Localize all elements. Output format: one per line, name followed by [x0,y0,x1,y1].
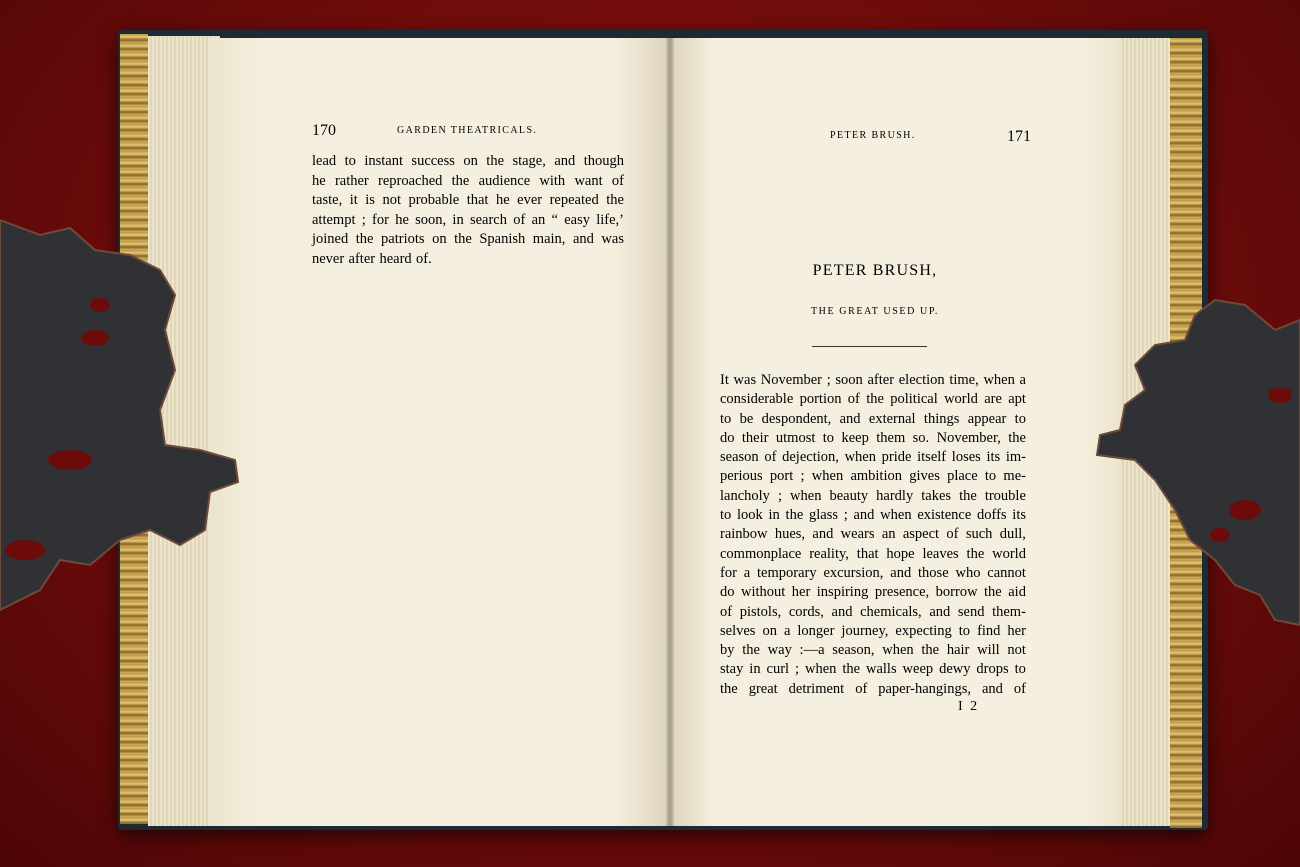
word: it [349,192,358,209]
word: with [539,172,566,189]
word: such [965,526,993,543]
word: walls [865,661,897,678]
word: to [720,507,732,524]
word: was [733,372,757,388]
word: in [768,507,780,524]
text-line [720,525,1026,544]
text-line [312,172,624,192]
word: the [966,545,985,562]
word: repeated [549,192,599,209]
word: hope [886,545,915,562]
text-line [720,506,1026,525]
word: when [880,507,912,524]
word: easy [564,211,590,228]
word: an [881,526,896,543]
word: to [720,410,732,427]
word: portion [799,391,842,408]
word: be [739,410,754,427]
left-page-clip [0,210,245,620]
word: drops [976,661,1009,678]
word: heard [379,250,412,267]
word: Spanish [479,231,526,248]
text-line [720,390,1026,409]
word: when [811,468,844,485]
word: utmost [775,429,816,446]
word: ; [361,211,366,228]
word: doffs [977,507,1007,524]
word: its [1012,507,1026,524]
title-rule [812,346,927,347]
word: do [720,429,735,446]
word: by [720,642,735,659]
word: for [372,211,389,228]
word: November, [936,429,1001,446]
word: place [947,468,978,485]
right-page-number: 171 [1007,128,1031,145]
word: curl [766,661,790,678]
word: and [890,564,912,581]
word: takes [921,487,952,504]
word: presence, [874,584,930,601]
word: their [741,429,769,446]
word: without [740,584,786,601]
word: the [921,642,940,659]
word: ever [517,192,543,209]
word: them- [992,603,1026,620]
word: when [804,661,837,678]
word: temporary [757,564,817,581]
word: an [531,211,546,228]
word: to [344,153,356,169]
word: cannot [987,564,1026,581]
word: journey, [841,622,889,639]
word: of [847,391,860,408]
chapter-title: PETER BRUSH, [812,262,938,279]
word: who [955,564,981,581]
word: he [395,211,409,228]
word: want [574,172,603,189]
text-line [720,545,1026,564]
text-line [720,583,1026,602]
text-line [720,680,1026,699]
word: a [1019,372,1026,388]
text-line [720,410,1026,429]
word: the [720,680,738,697]
word: after [867,372,895,388]
word: excursion, [823,564,884,581]
word: attempt [312,211,356,228]
word: rainbow [720,526,768,543]
word: when [790,487,822,504]
word: to [958,622,971,639]
word: external [868,410,916,427]
word: reality, [809,545,849,562]
word: selves [720,622,756,639]
word: detriment [788,680,845,697]
word: despondent, [761,410,832,427]
word: and [981,680,1003,697]
word: of [611,172,624,189]
word: paper-hangings, [878,680,971,697]
word: the [866,391,884,408]
word: leaves [922,545,959,562]
word: apt [1008,391,1026,408]
word: wears [840,526,875,543]
book-gutter [666,38,674,826]
word: aid [1008,584,1026,601]
word: is [365,192,375,209]
word: perious [720,468,763,485]
text-line [720,660,1026,679]
word: It [720,372,729,388]
word: and [839,410,861,427]
word: her [791,584,811,601]
word: are [984,391,1002,408]
word: im- [1005,449,1026,466]
word: political [890,391,938,408]
word: life,’ [596,211,624,228]
word: to [1014,661,1026,678]
word: borrow [935,584,978,601]
word: appear [967,410,1007,427]
word: the [1008,429,1026,446]
word: instant [364,153,403,169]
word: rather [334,172,369,189]
right-page-text [720,371,1026,699]
word: chemicals, [860,603,922,620]
text-line [720,487,1026,506]
word: taste, [312,192,343,209]
word: pride [881,449,912,466]
word: that [856,545,879,562]
word: find [977,622,1001,639]
word: in [452,211,464,228]
word: that [466,192,489,209]
word: when [882,642,914,659]
word: pistols, [739,603,782,620]
word: probable [408,192,460,209]
word: things [923,410,960,427]
word: for [720,564,737,581]
word: keep [841,429,869,446]
word: its [986,449,1001,466]
word: a [783,622,791,639]
word: aspect [902,526,940,543]
word: ambition [850,468,902,485]
word: the [486,153,505,169]
word: send [957,603,985,620]
word: commonplace [720,545,802,562]
text-line [720,448,1026,467]
word: was [601,231,624,248]
word: hardly [876,487,914,504]
word: world [944,391,978,408]
word: :—a [799,642,825,659]
word: look [737,507,763,524]
word: the [454,231,472,248]
word: itself [917,449,947,466]
word: the [842,661,861,678]
word: reproached [378,172,443,189]
word: to [822,429,835,446]
word: season [720,449,759,466]
word: lancholy [720,487,770,504]
word: great [748,680,778,697]
word: of [764,449,777,466]
word: the [451,172,470,189]
word: expecting [895,622,952,639]
left-page-number: 170 [312,122,336,139]
word: on [762,622,777,639]
right-running-head: PETER BRUSH. [830,130,916,141]
word: when [844,449,876,466]
word: do [720,584,735,601]
text-line [312,250,624,270]
word: loses [951,449,981,466]
word: patriots [381,231,425,248]
word: those [918,564,949,581]
word: on [463,153,478,169]
word: hair [946,642,970,659]
word: and [554,153,576,169]
word: a [743,564,751,581]
word: not [382,192,401,209]
word: soon [835,372,863,388]
word: search [469,211,507,228]
word: though [583,153,624,169]
word: of [946,526,959,543]
word: considerable [720,391,794,408]
word: stage, [512,153,546,169]
word: gives [909,468,940,485]
word: dull, [999,526,1026,543]
text-line [720,622,1026,641]
word: election [898,372,945,388]
word: the [355,231,374,248]
text-line [720,603,1026,622]
word: and [812,526,834,543]
word: ; [795,661,800,678]
word: ; [777,487,782,504]
word: the [742,642,760,659]
text-line [312,191,624,211]
word: he [312,172,326,189]
word: of [513,211,526,228]
word: after [348,250,376,267]
word: world [992,545,1026,562]
word: longer [797,622,835,639]
signature-mark: I 2 [958,699,980,714]
text-line [720,467,1026,486]
word: the [984,584,1002,601]
word: her [1007,622,1026,639]
word: and [572,231,594,248]
word: of [855,680,868,697]
text-line [720,641,1026,660]
word: he [495,192,510,209]
word: the [785,507,804,524]
word: the [959,487,977,504]
word: of [720,603,733,620]
text-line [312,152,624,172]
text-line [312,211,624,231]
word: inspiring [816,584,869,601]
word: main, [532,231,566,248]
word: on [432,231,447,248]
word: beauty [829,487,869,504]
word: me- [1003,468,1026,485]
word: season, [832,642,875,659]
word: glass [809,507,838,524]
word: weep [902,661,934,678]
word: way [767,642,792,659]
word: success [411,153,455,169]
word: ; [800,468,805,485]
word: cords, [788,603,824,620]
text-line [720,429,1026,448]
word: and [831,603,853,620]
right-page-clip [1095,295,1300,630]
word: of [1013,680,1026,697]
word: ; [826,372,831,388]
word: existence [917,507,972,524]
word: time, [949,372,979,388]
left-running-head: GARDEN THEATRICALS. [397,125,538,136]
word: dewy [939,661,971,678]
word: never [312,250,345,267]
word: to [1014,410,1026,427]
word: and [853,507,875,524]
word: dejection, [782,449,839,466]
word: lead [312,153,337,169]
chapter-subtitle: THE GREAT USED UP. [810,306,940,317]
word: the [606,192,624,209]
word: hues, [774,526,806,543]
word: stay [720,661,744,678]
text-line [312,230,624,250]
word: them [876,429,906,446]
word: “ [551,211,558,228]
word: audience [478,172,531,189]
word: trouble [984,487,1026,504]
word: to [984,468,997,485]
word: joined [312,231,349,248]
word: not [1007,642,1026,659]
word: ; [843,507,848,524]
text-line [720,564,1026,583]
word: soon, [415,211,447,228]
word: will [977,642,1000,659]
word: and [929,603,951,620]
left-page-text [312,152,624,270]
word: of. [416,250,432,267]
text-line [720,371,1026,390]
word: in [749,661,761,678]
word: so. [912,429,930,446]
word: when [983,372,1015,388]
word: port [769,468,794,485]
word: November [760,372,822,388]
